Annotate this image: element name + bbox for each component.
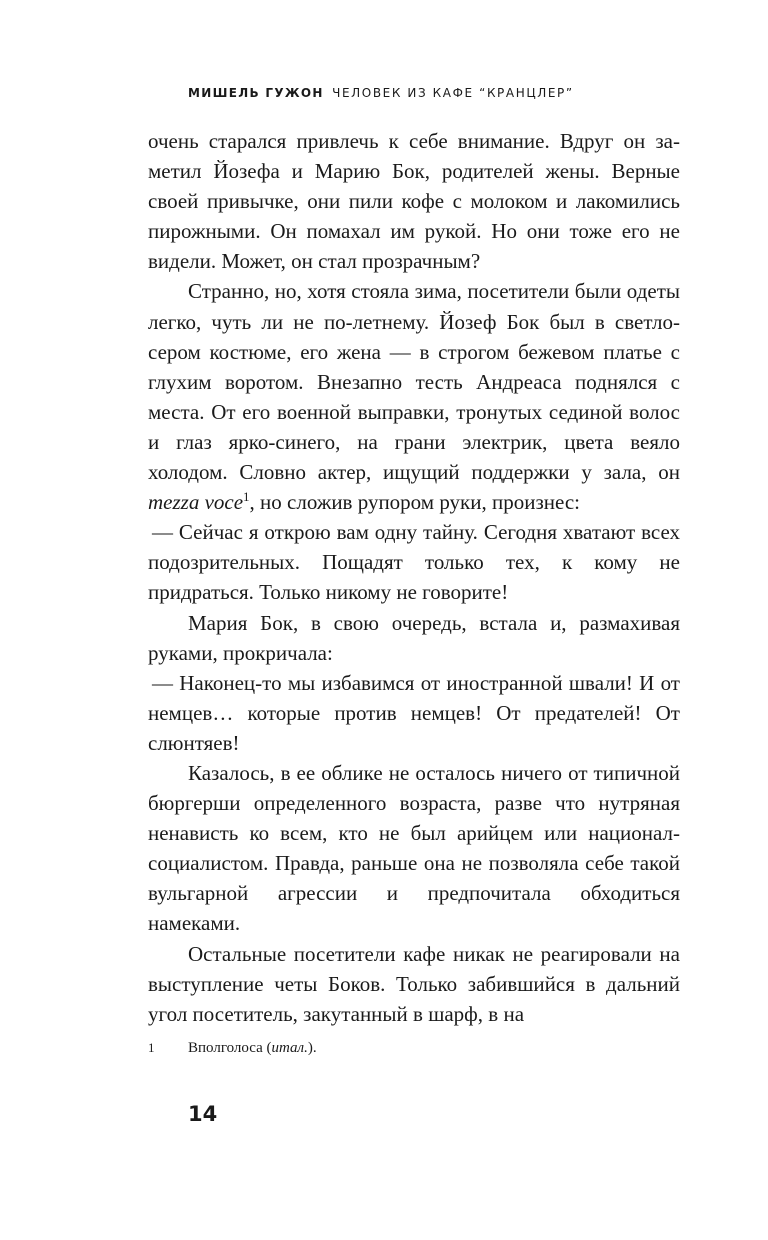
footnote-text: Вполголоса ( <box>188 1040 272 1056</box>
body-text <box>148 126 680 1029</box>
footnote-end: ). <box>307 1040 317 1056</box>
running-head-title: ЧЕЛОВЕК ИЗ КАФЕ “КРАНЦЛЕР” <box>332 86 574 100</box>
paragraph: очень старался привлечь к себе внимание. Вдруг он заметил Йозефа и Марию Бок, родителей жены. Верные своей привычке, они пили кофе с молоком и лакомились пирожными. Он помахал им рукой. Но они тоже его не видели. Может, он стал прозрачным? <box>148 129 680 274</box>
running-head <box>188 86 574 100</box>
italic-phrase: mezza voce <box>148 490 244 515</box>
footnote-italic: итал. <box>271 1040 308 1056</box>
dialogue-line: — Сейчас я открою вам одну тайну. Сегодня хватают всех подозрительных. Пощадят только тех, к кому не придраться. Только никому не говорите! <box>148 520 680 605</box>
paragraph-text-end: , но сложив рупором руки, произнес: <box>249 490 580 515</box>
paragraph: Остальные посетители кафе никак не реагировали на выступление четы Боков. Только забившийся в дальний угол посетитель, закутанный в шарф, в на <box>148 941 680 1026</box>
footnote-number: 1 <box>148 1040 155 1055</box>
running-head-author: МИШЕЛЬ ГУЖОН <box>188 86 324 100</box>
paragraph: Мария Бок, в свою очередь, встала и, размахивая руками, прокричала: <box>148 610 680 665</box>
dialogue-line: — Наконец-то мы избавимся от иностранной швали! И от немцев… которые против немцев! От предателей! От слюнтяев! <box>148 670 680 755</box>
footnote <box>148 1040 680 1057</box>
paragraph: Казалось, в ее облике не осталось ничего от типичной бюргерши определенного возраста, разве что нутряная ненависть ко всем, кто не был арийцем или национал-социалистом. Правда, раньше она не позволяла себе такой вульгарной агрессии и предпочитала обходиться намеками. <box>148 760 680 936</box>
page-number: 14 <box>188 1102 218 1126</box>
paragraph <box>148 276 680 517</box>
paragraph-text: Странно, но, хотя стояла зима, посетители были одеты легко, чуть ли не по-летнему. Йозеф Бок был в светло-сером костюме, его жена — в строгом бежевом платье с глухим воротом. Внезапно тесть Андреаса поднялся с места. От его военной выправки, тронутых сединой волос и глаз ярко-синего, на грани электрик, цвета веяло холодом. Словно актер, ищущий поддержки у зала, он <box>148 279 680 485</box>
footnote-reference: 1 <box>243 489 250 505</box>
